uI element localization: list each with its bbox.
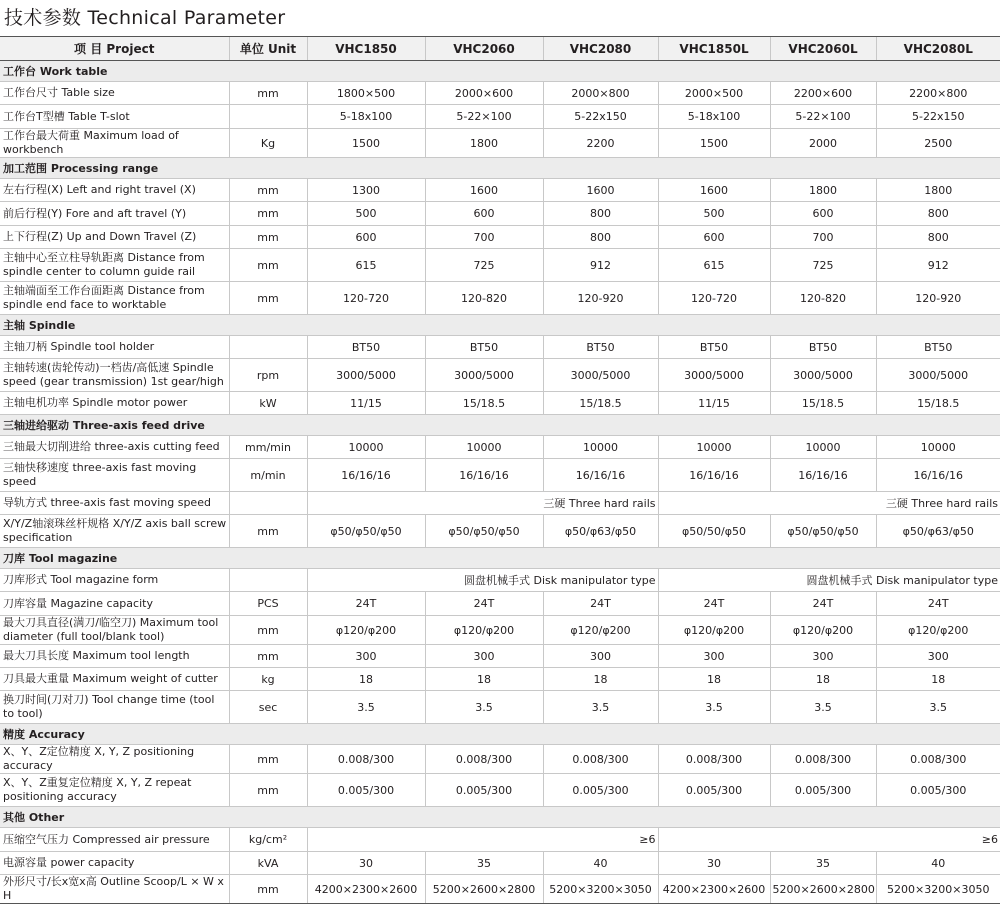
row-unit: mm (229, 179, 307, 202)
table-row (0, 774, 1000, 807)
row-value: 10000 (425, 436, 543, 459)
row-value: 300 (425, 645, 543, 668)
table-row (0, 875, 1000, 904)
row-label: 电源容量 power capacity (0, 852, 229, 875)
row-value: 0.005/300 (425, 774, 543, 807)
row-value: 35 (425, 852, 543, 875)
row-unit (229, 492, 307, 515)
row-span-value: ≥6 (658, 828, 1000, 852)
row-value: 500 (307, 202, 425, 226)
row-value: 2000×500 (658, 82, 770, 105)
row-value: 120-820 (770, 282, 876, 315)
row-value: 1800 (770, 179, 876, 202)
row-value: 120-820 (425, 282, 543, 315)
row-value: 18 (543, 668, 658, 691)
row-unit: mm (229, 82, 307, 105)
row-value: 11/15 (307, 392, 425, 415)
row-label: 主轴中心至立柱导轨距离 Distance from spindle center to column guide rail (0, 249, 229, 282)
row-unit (229, 569, 307, 592)
section-title: 三轴进给驱动 Three-axis feed drive (0, 415, 1000, 436)
row-value: 800 (543, 202, 658, 226)
row-label: 压缩空气压力 Compressed air pressure (0, 828, 229, 852)
row-value: BT50 (876, 336, 1000, 359)
row-value: 1500 (307, 129, 425, 158)
row-value: 3.5 (658, 691, 770, 724)
row-label: 刀库容量 Magazine capacity (0, 592, 229, 616)
table-row (0, 179, 1000, 202)
row-value: φ50/φ50/φ50 (425, 515, 543, 548)
row-unit: PCS (229, 592, 307, 616)
row-value: 16/16/16 (307, 459, 425, 492)
row-value: 2500 (876, 129, 1000, 158)
row-value: φ120/φ200 (425, 616, 543, 645)
table-row (0, 645, 1000, 668)
row-label: 换刀时间(刀对刀) Tool change time (tool to tool) (0, 691, 229, 724)
row-value: 24T (770, 592, 876, 616)
header-model: VHC2080L (876, 37, 1000, 61)
row-value: 0.008/300 (770, 745, 876, 774)
row-value: 300 (307, 645, 425, 668)
row-label: 主轴电机功率 Spindle motor power (0, 392, 229, 415)
row-value: 300 (770, 645, 876, 668)
table-header-row (0, 37, 1000, 61)
row-span-value: 圆盘机械手式 Disk manipulator type (658, 569, 1000, 592)
row-unit: mm (229, 875, 307, 904)
row-value: 16/16/16 (876, 459, 1000, 492)
section-row (0, 61, 1000, 82)
table-row (0, 336, 1000, 359)
row-value: 3000/5000 (425, 359, 543, 392)
row-unit: sec (229, 691, 307, 724)
row-value: 24T (543, 592, 658, 616)
row-unit: mm (229, 249, 307, 282)
row-value: 16/16/16 (770, 459, 876, 492)
row-value: 912 (876, 249, 1000, 282)
row-value: 24T (425, 592, 543, 616)
row-value: 3.5 (770, 691, 876, 724)
row-value: 2200 (543, 129, 658, 158)
row-value: 16/16/16 (425, 459, 543, 492)
row-value: 5-18x100 (658, 105, 770, 129)
row-value: 15/18.5 (425, 392, 543, 415)
row-value: BT50 (543, 336, 658, 359)
row-value: 3.5 (543, 691, 658, 724)
row-value: φ50/φ50/φ50 (770, 515, 876, 548)
row-unit: kW (229, 392, 307, 415)
row-value: 0.008/300 (425, 745, 543, 774)
row-value: 2200×600 (770, 82, 876, 105)
row-value: 800 (543, 226, 658, 249)
row-value: 0.005/300 (658, 774, 770, 807)
row-value: 615 (307, 249, 425, 282)
table-row (0, 592, 1000, 616)
table-row (0, 129, 1000, 158)
row-value: φ120/φ200 (543, 616, 658, 645)
row-value: 10000 (307, 436, 425, 459)
header-model: VHC2060 (425, 37, 543, 61)
row-unit: mm (229, 202, 307, 226)
row-value: 30 (658, 852, 770, 875)
page-title: 技术参数 Technical Parameter (4, 7, 286, 29)
row-value: 2000 (770, 129, 876, 158)
row-label: X、Y、Z重复定位精度 X, Y, Z repeat positioning accuracy (0, 774, 229, 807)
row-unit: mm (229, 645, 307, 668)
section-row (0, 415, 1000, 436)
row-value: φ50/φ63/φ50 (543, 515, 658, 548)
row-value: 18 (307, 668, 425, 691)
table-row (0, 392, 1000, 415)
section-title: 工作台 Work table (0, 61, 1000, 82)
row-value: 15/18.5 (770, 392, 876, 415)
table-row (0, 249, 1000, 282)
row-value: φ120/φ200 (876, 616, 1000, 645)
row-label: 最大刀具长度 Maximum tool length (0, 645, 229, 668)
row-value: 3000/5000 (658, 359, 770, 392)
row-value: 1500 (658, 129, 770, 158)
row-value: 725 (425, 249, 543, 282)
row-value: 16/16/16 (543, 459, 658, 492)
row-value: 615 (658, 249, 770, 282)
row-label: 上下行程(Z) Up and Down Travel (Z) (0, 226, 229, 249)
row-value: φ50/φ63/φ50 (876, 515, 1000, 548)
row-unit: kg (229, 668, 307, 691)
row-value: 700 (425, 226, 543, 249)
table-row (0, 436, 1000, 459)
row-unit: mm (229, 774, 307, 807)
row-unit: Kg (229, 129, 307, 158)
row-value: 15/18.5 (543, 392, 658, 415)
row-value: 15/18.5 (876, 392, 1000, 415)
table-row (0, 569, 1000, 592)
header-model: VHC1850 (307, 37, 425, 61)
row-value: 18 (425, 668, 543, 691)
row-value: 4200×2300×2600 (307, 875, 425, 904)
section-row (0, 548, 1000, 569)
section-title: 主轴 Spindle (0, 315, 1000, 336)
table-row (0, 202, 1000, 226)
row-value: 18 (876, 668, 1000, 691)
row-value: 600 (770, 202, 876, 226)
row-value: φ50/φ50/φ50 (307, 515, 425, 548)
table-row (0, 668, 1000, 691)
row-value: 2200×800 (876, 82, 1000, 105)
section-row (0, 807, 1000, 828)
row-unit: kg/cm² (229, 828, 307, 852)
section-title: 其他 Other (0, 807, 1000, 828)
row-value: 1600 (425, 179, 543, 202)
row-label: 三轴最大切削进给 three-axis cutting feed (0, 436, 229, 459)
row-value: 1300 (307, 179, 425, 202)
row-value: 11/15 (658, 392, 770, 415)
row-unit: mm (229, 282, 307, 315)
row-value: 725 (770, 249, 876, 282)
row-value: 2000×600 (425, 82, 543, 105)
row-value: φ50/50/φ50 (658, 515, 770, 548)
row-unit (229, 105, 307, 129)
row-value: 912 (543, 249, 658, 282)
row-value: 1800 (425, 129, 543, 158)
row-value: 2000×800 (543, 82, 658, 105)
table-row (0, 492, 1000, 515)
row-value: 16/16/16 (658, 459, 770, 492)
row-value: 30 (307, 852, 425, 875)
row-unit (229, 336, 307, 359)
table-row (0, 828, 1000, 852)
row-label: 最大刀具直径(满刀/临空刀) Maximum tool diameter (full tool/blank tool) (0, 616, 229, 645)
section-title: 加工范围 Processing range (0, 158, 1000, 179)
row-value: BT50 (307, 336, 425, 359)
section-title: 刀库 Tool magazine (0, 548, 1000, 569)
row-value: 3000/5000 (543, 359, 658, 392)
row-value: 3.5 (876, 691, 1000, 724)
row-value: 5200×3200×3050 (876, 875, 1000, 904)
table-row (0, 459, 1000, 492)
header-model: VHC1850L (658, 37, 770, 61)
section-row (0, 158, 1000, 179)
row-value: 0.008/300 (658, 745, 770, 774)
row-value: 600 (658, 226, 770, 249)
row-label: 前后行程(Y) Fore and aft travel (Y) (0, 202, 229, 226)
row-unit: mm (229, 616, 307, 645)
row-value: 35 (770, 852, 876, 875)
row-label: 主轴刀柄 Spindle tool holder (0, 336, 229, 359)
row-label: 主轴端面至工作台面距离 Distance from spindle end face to worktable (0, 282, 229, 315)
row-value: 5200×2600×2800 (425, 875, 543, 904)
row-value: 5200×3200×3050 (543, 875, 658, 904)
row-unit: rpm (229, 359, 307, 392)
parameter-table (0, 36, 1000, 904)
row-label: 主轴转速(齿轮传动)一档齿/高低速 Spindle speed (gear transmission) 1st gear/high (0, 359, 229, 392)
row-value: BT50 (425, 336, 543, 359)
row-label: 刀库形式 Tool magazine form (0, 569, 229, 592)
row-value: 700 (770, 226, 876, 249)
row-value: 5-18x100 (307, 105, 425, 129)
table-row (0, 852, 1000, 875)
row-value: 0.008/300 (876, 745, 1000, 774)
row-value: 600 (307, 226, 425, 249)
row-span-value: 三硬 Three hard rails (658, 492, 1000, 515)
header-project: 项 目 Project (0, 37, 229, 61)
row-value: 1600 (658, 179, 770, 202)
row-value: 500 (658, 202, 770, 226)
row-value: BT50 (770, 336, 876, 359)
row-value: 10000 (543, 436, 658, 459)
row-value: 5200×2600×2800 (770, 875, 876, 904)
row-value: 10000 (876, 436, 1000, 459)
section-row (0, 315, 1000, 336)
row-value: 300 (543, 645, 658, 668)
table-row (0, 282, 1000, 315)
row-value: φ120/φ200 (658, 616, 770, 645)
row-label: 工作台T型槽 Table T-slot (0, 105, 229, 129)
header-model: VHC2080 (543, 37, 658, 61)
row-value: 3000/5000 (876, 359, 1000, 392)
header-model: VHC2060L (770, 37, 876, 61)
row-value: 0.005/300 (543, 774, 658, 807)
table-row (0, 226, 1000, 249)
row-value: 0.005/300 (770, 774, 876, 807)
row-value: 18 (770, 668, 876, 691)
row-unit: mm (229, 515, 307, 548)
row-unit: kVA (229, 852, 307, 875)
row-value: 24T (307, 592, 425, 616)
row-value: 120-920 (543, 282, 658, 315)
row-label: 导轨方式 three-axis fast moving speed (0, 492, 229, 515)
row-value: φ120/φ200 (307, 616, 425, 645)
row-value: 600 (425, 202, 543, 226)
row-value: 0.008/300 (307, 745, 425, 774)
row-value: 300 (658, 645, 770, 668)
row-value: 5-22x150 (876, 105, 1000, 129)
row-value: 300 (876, 645, 1000, 668)
row-label: 工作台尺寸 Table size (0, 82, 229, 105)
table-row (0, 105, 1000, 129)
row-value: 5-22×100 (425, 105, 543, 129)
row-value: 18 (658, 668, 770, 691)
row-value: 40 (876, 852, 1000, 875)
row-value: 0.005/300 (307, 774, 425, 807)
row-value: 0.008/300 (543, 745, 658, 774)
table-row (0, 691, 1000, 724)
row-value: 3000/5000 (307, 359, 425, 392)
row-span-value: 圆盘机械手式 Disk manipulator type (307, 569, 658, 592)
row-value: 120-720 (307, 282, 425, 315)
table-row (0, 745, 1000, 774)
row-value: 1800×500 (307, 82, 425, 105)
row-value: 10000 (658, 436, 770, 459)
row-label: 外形尺寸/长x宽x高 Outline Scoop/L × W x H (0, 875, 229, 904)
row-label: X、Y、Z定位精度 X, Y, Z positioning accuracy (0, 745, 229, 774)
row-value: 800 (876, 202, 1000, 226)
row-value: 120-720 (658, 282, 770, 315)
row-value: 24T (876, 592, 1000, 616)
row-span-value: 三硬 Three hard rails (307, 492, 658, 515)
table-row (0, 616, 1000, 645)
row-value: 4200×2300×2600 (658, 875, 770, 904)
row-unit: m/min (229, 459, 307, 492)
section-title: 精度 Accuracy (0, 724, 1000, 745)
row-value: 24T (658, 592, 770, 616)
row-value: 3.5 (307, 691, 425, 724)
row-value: 800 (876, 226, 1000, 249)
table-row (0, 82, 1000, 105)
row-label: 工作台最大荷重 Maximum load of workbench (0, 129, 229, 158)
section-row (0, 724, 1000, 745)
row-value: 120-920 (876, 282, 1000, 315)
table-row (0, 515, 1000, 548)
row-value: BT50 (658, 336, 770, 359)
row-value: 10000 (770, 436, 876, 459)
table-row (0, 359, 1000, 392)
row-value: 3000/5000 (770, 359, 876, 392)
row-span-value: ≥6 (307, 828, 658, 852)
row-value: 0.005/300 (876, 774, 1000, 807)
row-value: 5-22×100 (770, 105, 876, 129)
row-label: 左右行程(X) Left and right travel (X) (0, 179, 229, 202)
row-value: 3.5 (425, 691, 543, 724)
row-value: 1800 (876, 179, 1000, 202)
row-unit: mm (229, 226, 307, 249)
row-label: 三轴快移速度 three-axis fast moving speed (0, 459, 229, 492)
row-label: X/Y/Z轴滚珠丝杆规格 X/Y/Z axis ball screw specification (0, 515, 229, 548)
row-value: 1600 (543, 179, 658, 202)
row-value: 40 (543, 852, 658, 875)
header-unit: 单位 Unit (229, 37, 307, 61)
row-unit: mm/min (229, 436, 307, 459)
row-value: 5-22x150 (543, 105, 658, 129)
row-label: 刀具最大重量 Maximum weight of cutter (0, 668, 229, 691)
row-unit: mm (229, 745, 307, 774)
row-value: φ120/φ200 (770, 616, 876, 645)
